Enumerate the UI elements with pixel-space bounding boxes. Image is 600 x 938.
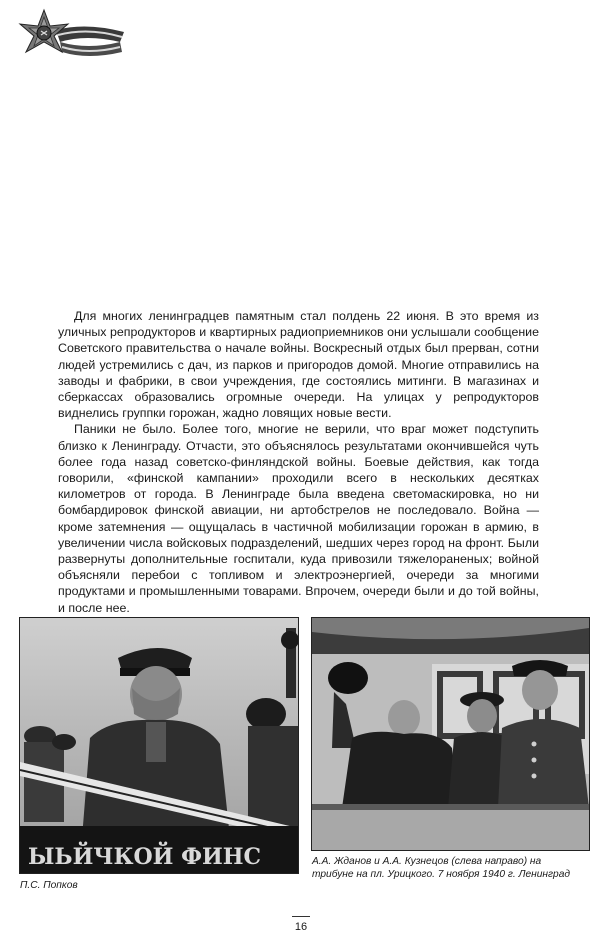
photo-popkov bbox=[19, 617, 299, 874]
page-number: 16 bbox=[294, 921, 308, 933]
paragraph: Паники не было. Более того, многие не верили, что враг может подступить близко к Ленинграду. Отчасти, это объяснялось результатами окончившейся чуть более года назад советско-финляндской войны. Боевые действия, как тогда говорили, «финской кампании» проходили всего в нескольких десятках километров от города. В Ленинграде была введена светомаскировка, но ни бомбардировок финской авиации, ни артобстрелов не последовало. Война — кроме затемнения — ощущалась в частичной мобилизации горожан в армию, в увеличении числа войсковых подразделений, шедших через город на фронт. Были развернуты дополнительные госпитали, куда привозили тяжелораненых; войной объясняли перебои с топливом и электроэнергией, очереди за многими продуктами и промышленными товарами. Впрочем, очереди были и до той войны, и после нее. bbox=[58, 422, 539, 615]
photo-zhdanov-kuznetsov bbox=[311, 617, 590, 851]
photo-caption-popkov: П.С. Попков bbox=[20, 880, 78, 891]
photo-caption-zhdanov-kuznetsov: А.А. Жданов и А.А. Кузнецов (слева направо) на трибуне на пл. Урицкого. 7 ноября 1940 г. Ленинград bbox=[312, 856, 571, 880]
page-number-rule bbox=[292, 916, 310, 917]
order-star-ribbon-icon bbox=[16, 8, 128, 64]
svg-text:ЫЬЙЧКОЙ ФИНС: ЫЬЙЧКОЙ ФИНС bbox=[28, 844, 262, 870]
article-text bbox=[58, 308, 539, 616]
paragraph: Для многих ленинградцев памятным стал полдень 22 июня. В это время из уличных репродукторов и квартирных радиоприемников они услышали сообщение Советского правительства о начале войны. Воскресный отдых был прерван, сотни людей устремились с дач, из парков и пригородов домой. Многие отправились на заводы и фабрики, в свои учреждения, где состоялись митинги. В магазинах и сберкассах образовались огромные очереди. На улицах у репродукторов виднелись группки горожан, жадно ловящих новые вести. bbox=[58, 309, 539, 421]
